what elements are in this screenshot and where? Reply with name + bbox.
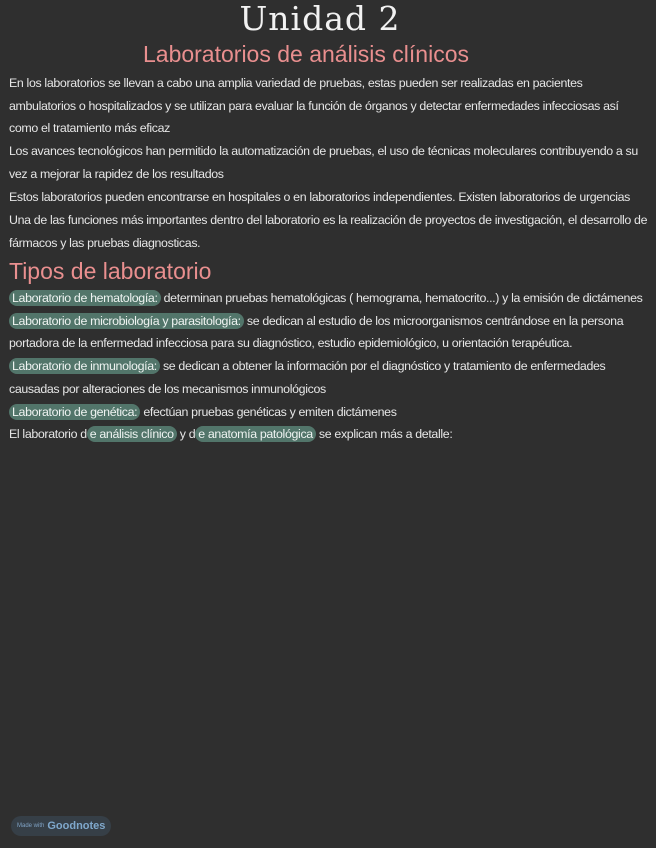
term-description: efectúan pruebas genéticas y emiten dictámenes — [140, 404, 397, 419]
brand-name: Goodnotes — [47, 820, 106, 832]
paragraph-2: Los avances tecnológicos han permitido la automatización de pruebas, el uso de técnicas moleculares contribuyendo a su vez a mejorar la rapidez de los resultados — [9, 144, 638, 181]
term-description: se dedican a obtener la información por el diagnóstico y tratamiento de enfermedades causadas por alteraciones de los mecanismos inmunológicos — [9, 359, 606, 396]
laboratory-types-list — [9, 287, 649, 446]
list-item — [9, 287, 649, 310]
paragraph-1: En los laboratorios se llevan a cabo una amplia variedad de pruebas, estas pueden ser realizadas en pacientes ambulatorios o hospitalizados y se utilizan para evaluar la función de órganos y detectar enfermedades infecciosas así como el tratamiento más eficaz — [9, 76, 619, 136]
highlighted-term: e análisis clínico — [87, 426, 177, 442]
term-description: se dedican al estudio de los microorganismos centrándose en la persona portadora de la enfermedad infecciosa para su diagnóstico, estudio epidemiológico, u orientación terapéutica. — [9, 313, 624, 351]
closing-line — [9, 423, 649, 446]
highlighted-term: Laboratorio de microbiología y parasitología: — [9, 313, 244, 329]
closing-text-2: y d — [176, 427, 196, 442]
closing-text-3: se explican más a detalle: — [315, 427, 453, 442]
list-item — [9, 310, 649, 355]
highlighted-term: Laboratorio de inmunología: — [9, 358, 160, 374]
goodnotes-badge — [11, 816, 111, 836]
highlighted-term: Laboratorio de genética: — [9, 404, 140, 420]
page-subtitle: Laboratorios de análisis clínicos — [142, 41, 469, 67]
paragraph-4: Una de las funciones más importantes dentro del laboratorio es la realización de proyectos de investigación, el desarrollo de fármacos y las pruebas diagnosticas. — [9, 213, 648, 250]
list-item — [9, 355, 649, 400]
highlighted-term: e anatomía patológica — [195, 426, 316, 442]
section-title: Tipos de laboratorio — [9, 258, 212, 284]
brand-prefix: Made with — [17, 823, 45, 829]
page-title: Unidad 2 — [239, 0, 401, 38]
list-item — [9, 401, 649, 424]
paragraph-3: Estos laboratorios pueden encontrarse en hospitales o en laboratorios independientes. Existen laboratorios de urgencias — [9, 190, 630, 204]
closing-text-1: El laboratorio d — [9, 427, 87, 442]
term-description: determinan pruebas hematológicas ( hemograma, hematocrito...) y la emisión de dictámenes — [160, 291, 643, 305]
highlighted-term: Laboratorio de hematología: — [9, 290, 161, 306]
